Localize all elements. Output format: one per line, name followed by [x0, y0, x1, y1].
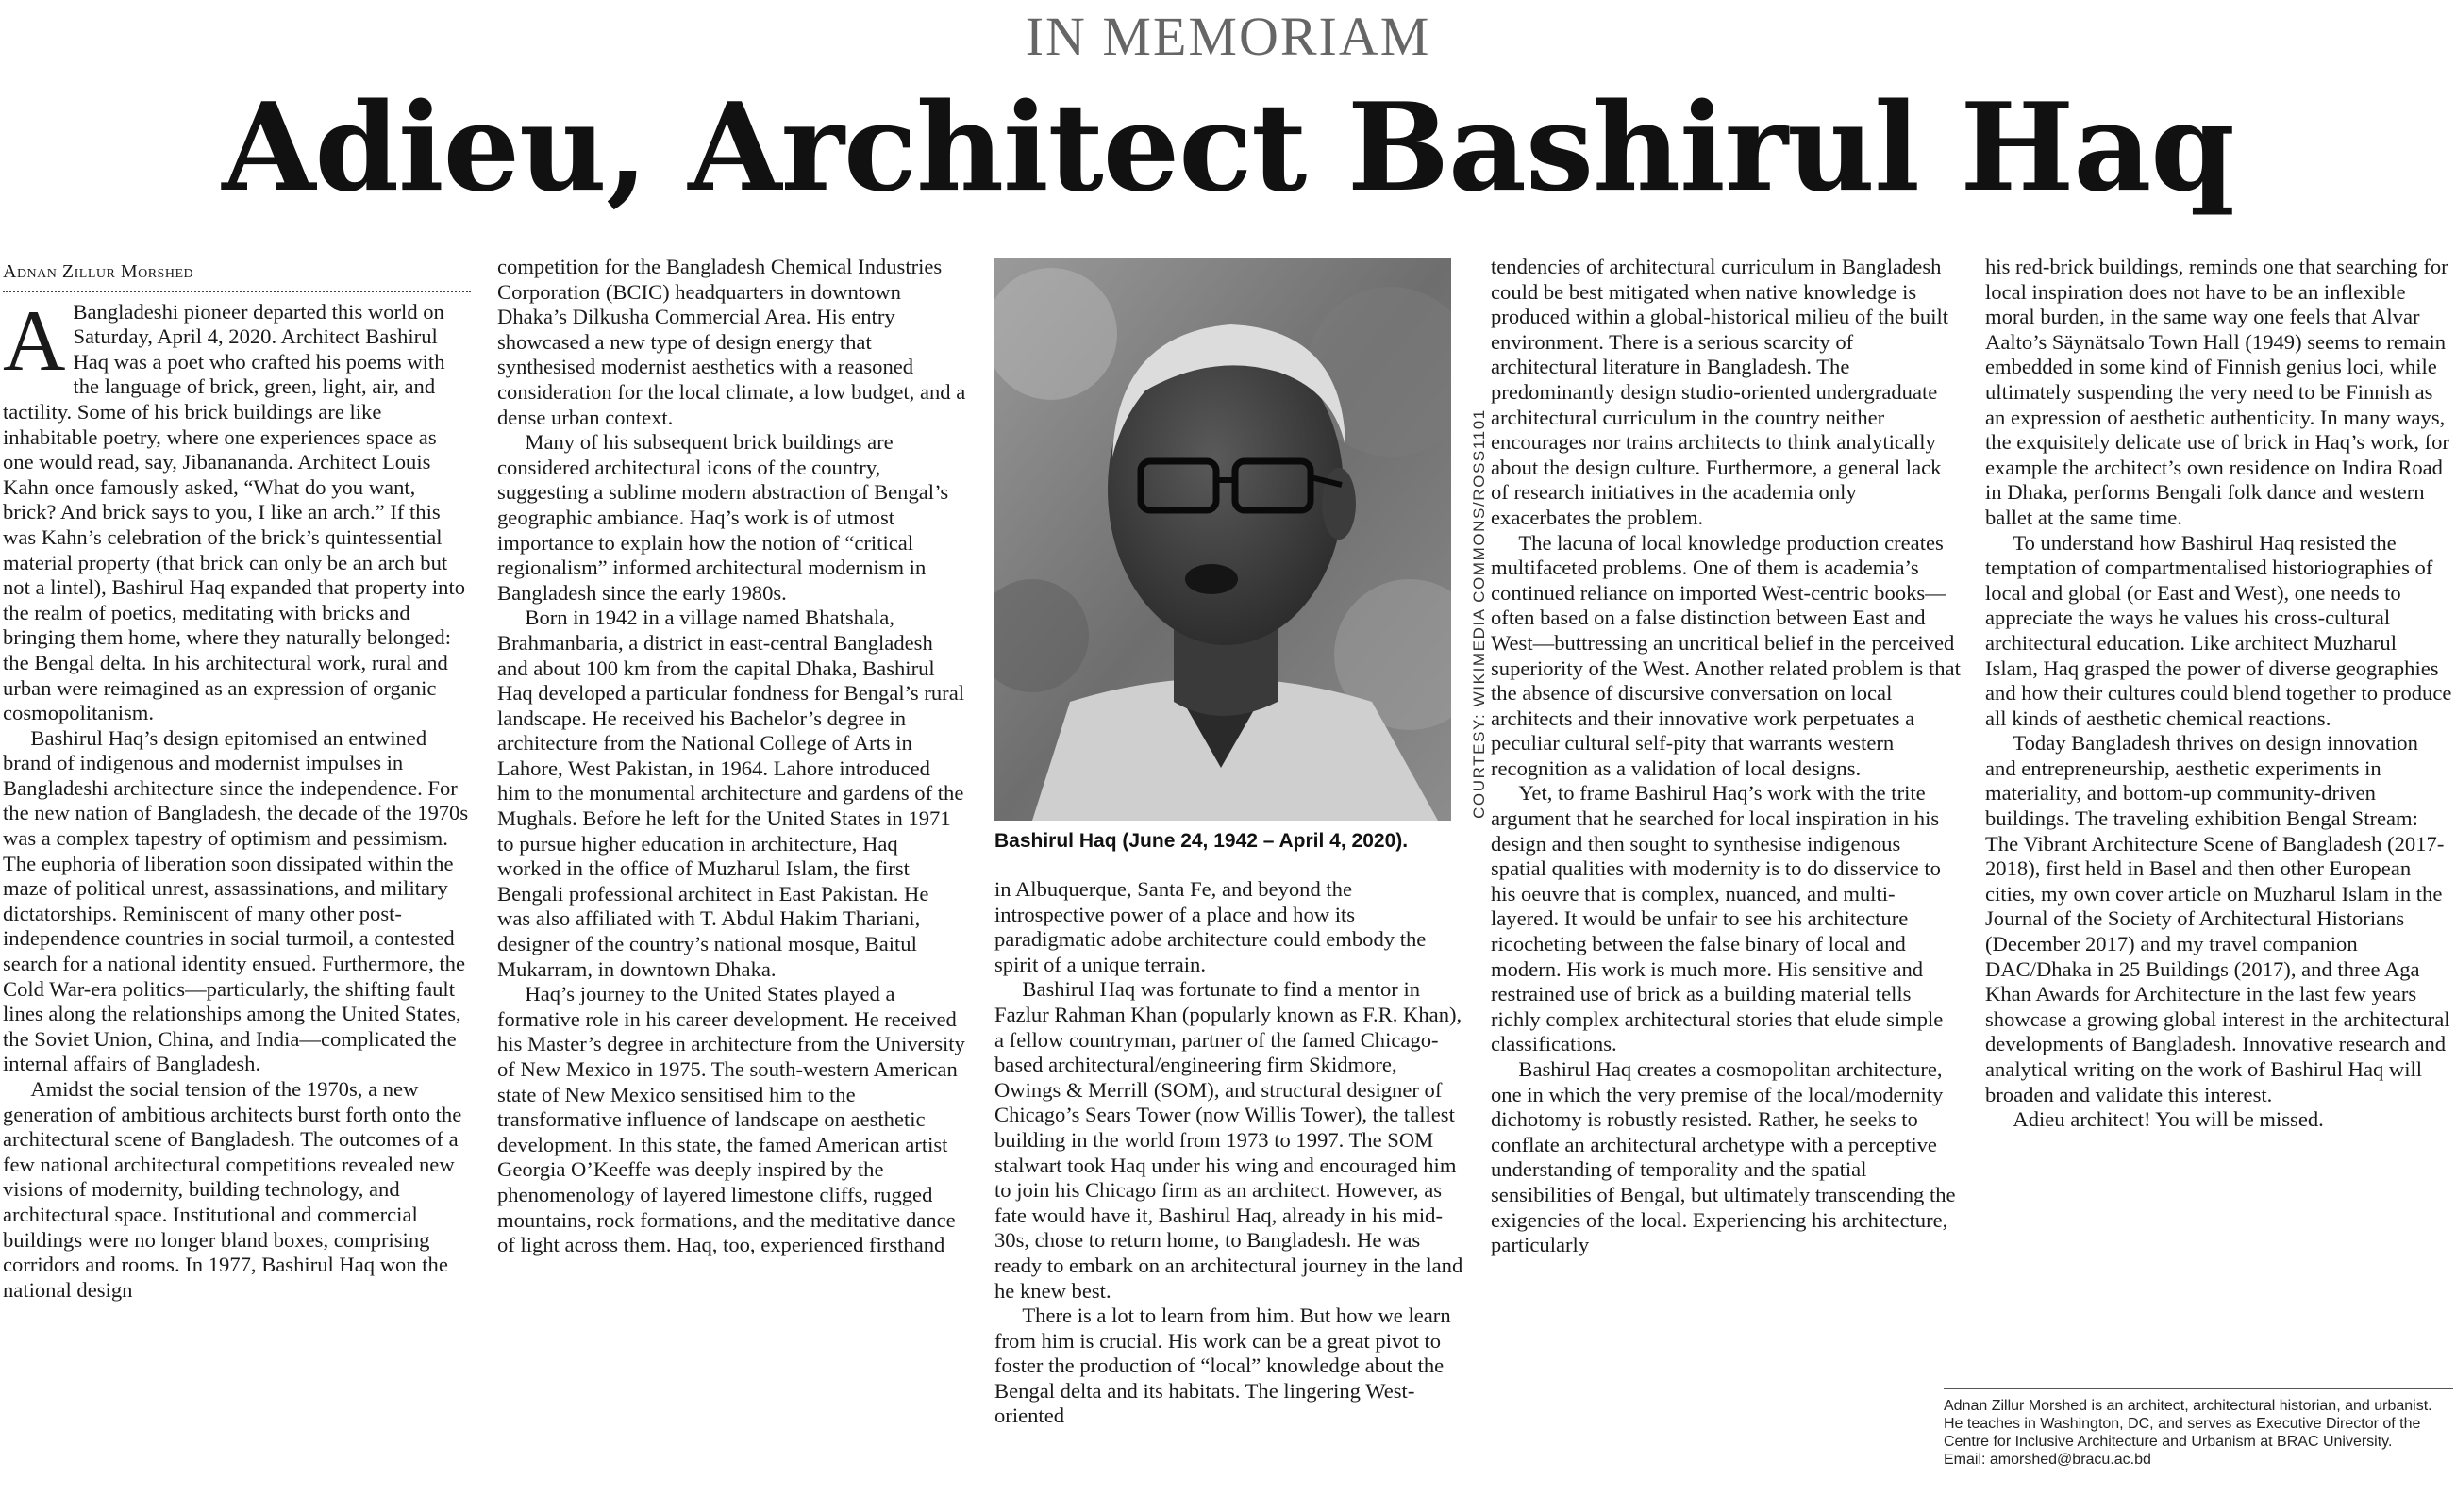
article-paragraph: Yet, to frame Bashirul Haq’s work with the trite argument that he searched for local inspiration in his design and then sought to synthesise indigenous spatial qualities with modernity is to do disservice to his oeuvre that is complex, nuanced, and multi-layered. It would be unfair to see his architecture ricocheting between the false binary of local and modern. His work is much more. His sensitive and restrained use of brick as a building material tells richly complex architectural stories that elude simple classifications. [1491, 781, 1944, 1056]
headline: Adieu, Architect Bashirul Haq [222, 77, 2234, 219]
article-paragraph: A Bangladeshi pioneer departed this world on Saturday, April 4, 2020. Architect Bashirul Haq was a poet who crafted his poems with the language of brick, green, light, air, and tactility. Some of his brick buildings are like inhabitable poetry, where one experiences space as one would read, say, Jibanananda. Architect Louis Kahn once famously asked, “What do you want, brick? And brick says to you, I like an arch.” If this was Kahn’s celebration of the brick’s quintessential material property (that brick can only be an arch but not a lintel), Bashirul Haq expanded that property into the realm of poetics, meditating with bricks and bringing them home, where they naturally belonged: the Bengal delta. In his architectural work, rural and urban were reimagined as an expression of organic cosmopolitanism. [3, 291, 466, 725]
article-paragraph: his red-brick buildings, reminds one that searching for local inspiration does not have to be an inflexible moral burden, in the same way one feels that Alvar Aalto’s Säynätsalo Town Hall (1949) seems to remain embedded in some kind of Finnish genius loci, while ultimately suspending the very need to be Finnish as an expression of aesthetic authenticity. In many ways, the exquisitely delicate use of brick in Haq’s work, for example the architect’s own residence on Indira Road in Dhaka, performs Bengali folk dance and western ballet at the same time. [1985, 255, 2449, 529]
article-paragraph: To understand how Bashirul Haq resisted the temptation of compartmentalised historiographies of local and global (or East and West), one needs to appreciate the ways he values his cross-cultural architectural education. Like architect Muzharul Islam, Haq grasped the power of diverse geographies and how their cultures could blend together to produce all kinds of aesthetic chemical reactions. [1985, 530, 2452, 730]
photo-credit-text: COURTESY: WIKIMEDIA COMMONS/ROSS1101 [1470, 408, 1488, 819]
article-paragraph: Born in 1942 in a village named Bhatshala, Brahmanbaria, a district in east-central Bangladesh and about 100 km from the capital Dhaka, Bashirul Haq developed a particular fondness for Bengal’s rural landscape. He received his Bachelor’s degree in architecture from the National College of Arts in Lahore, West Pakistan, in 1964. Lahore introduced him to the monumental architecture and gardens of the Mughals. Before he left for the United States in 1971 to pursue higher education in architecture, Haq worked in the office of Muzharul Islam, the first Bengali professional architect in East Pakistan. He was also affiliated with T. Abdul Hakim Thariani, designer of the country’s national mosque, Baitul Mukarram, in downtown Dhaka. [497, 606, 964, 981]
article-column-4 [1491, 255, 1961, 1258]
byline: Adnan Zillur Morshed [3, 259, 471, 292]
portrait-illustration [994, 258, 1451, 821]
author-bio [1944, 1388, 2453, 1469]
article-paragraph: Many of his subsequent brick buildings are considered architectural icons of the country, suggesting a sublime modern abstraction of Bengal’s geographic ambiance. Haq’s work is of utmost importance to explain how the notion of “critical regionalism” informed architectural modernism in Bangladesh since the early 1980s. [497, 430, 949, 605]
portrait-photo [994, 258, 1451, 821]
article-paragraph: The lacuna of local knowledge production creates multifaceted problems. One of them is academia’s continued reliance on imported West-centric books—often based on a false distinction between East and West—buttressing an uncritical belief in the perceived superiority of the West. Another related problem is that the absence of discursive conversation on local architects and their innovative work perpetuates a peculiar cultural self-pity that warrants western recognition as a validation of local designs. [1491, 530, 1961, 780]
article-paragraph: tendencies of architectural curriculum in Bangladesh could be best mitigated when native knowledge is produced within a global-historical milieu of the built environment. There is a serious scarcity of architectural literature in Bangladesh. The predominantly design studio-oriented undergraduate architectural curriculum in the country neither encourages nor trains architects to think analytically about the design culture. Furthermore, a general lack of research initiatives in the academia only exacerbates the problem. [1491, 255, 1949, 529]
article-column-5 [1985, 255, 2453, 1133]
article-column-3 [994, 877, 1466, 1429]
article-paragraph: Haq’s journey to the United States played a formative role in his career development. He received his Master’s degree in architecture from the University of New Mexico in 1975. The south-western American state of New Mexico sensitised him to the transformative influence of landscape on aesthetic development. In this state, the famed American artist Georgia O’Keeffe was deeply inspired by the phenomenology of layered limestone cliffs, rugged mountains, rock formations, and the meditative dance of light across them. Haq, too, experienced firsthand [497, 982, 965, 1257]
author-bio-text: Adnan Zillur Morshed is an architect, architectural historian, and urbanist. He teaches in Washington, DC, and serves as Executive Director of the Centre for Inclusive Architecture and Urbanism at BRAC University. [1944, 1398, 2432, 1450]
article-paragraph: in Albuquerque, Santa Fe, and beyond the introspective power of a place and how its paradigmatic adobe architecture could embody the spirit of a unique terrain. [994, 877, 1427, 976]
author-email: Email: amorshed@bracu.ac.bd [1944, 1452, 2151, 1468]
article-paragraph: Bashirul Haq creates a cosmopolitan architecture, one in which the very premise of the local/modernity dichotomy is robustly resisted. Rather, he seeks to conflate an architectural archetype with a perceptive understanding of temporality and the spatial sensibilities of Bengal, but ultimately transcending the exigencies of the local. Experiencing his architecture, particularly [1491, 1057, 1956, 1257]
article-paragraph: Today Bangladesh thrives on design innovation and entrepreneurship, aesthetic experiments in materiality, and bottom-up community-driven buildings. The traveling exhibition Bengal Stream: The Vibrant Architecture Scene of Bangladesh (2017-2018), first held in Basel and then other European cities, my own cover article on Muzharul Islam in the Journal of the Society of Architectural Historians (December 2017) and my travel companion DAC/Dhaka in 25 Buildings (2017), and three Aga Khan Awards for Architecture in the last few years showcase a growing global interest in the architectural developments of Bangladesh. Innovative research and analytical writing on the work of Bashirul Haq will broaden and validate this interest. [1985, 731, 2450, 1106]
article-paragraph: Amidst the social tension of the 1970s, a new generation of ambitious architects burst forth onto the architectural scene of Bangladesh. The outcomes of a few national architectural competitions revealed new visions of modernity, building technology, and architectural space. Institutional and commercial buildings were no longer bland boxes, comprising corridors and rooms. In 1977, Bashirul Haq won the national design [3, 1077, 462, 1302]
photo-credit [1456, 262, 1488, 819]
article-paragraph: competition for the Bangladesh Chemical Industries Corporation (BCIC) headquarters in downtown Dhaka’s Dilkusha Commercial Area. His entry showcased a new type of design energy that synthesised modernist aesthetics with a reasoned consideration for the local climate, a low budget, and a dense urban context. [497, 255, 966, 429]
section-kicker: IN MEMORIAM [1025, 6, 1431, 67]
article-paragraph: Bashirul Haq was fortunate to find a mentor in Fazlur Rahman Khan (popularly known as F.R. Khan), a fellow countryman, partner of the famed Chicago-based architectural/engineering firm Skidmore, Owings & Merrill (SOM), and structural designer of Chicago’s Sears Tower (now Willis Tower), the tallest building in the world from 1973 to 1997. The SOM stalwart took Haq under his wing and encouraged him to join his Chicago firm as an architect. However, as fate would have it, Bashirul Haq, already in his mid-30s, chose to return home, to Bangladesh. He was ready to embark on an architectural journey in the land he knew best. [994, 977, 1463, 1303]
drop-cap: A [3, 291, 66, 389]
article-column-2 [497, 255, 966, 1258]
article-paragraph: Bashirul Haq’s design epitomised an entwined brand of indigenous and modernist impulses in Bangladeshi architecture since the independence. For the new nation of Bangladesh, the decade of the 1970s was a complex tapestry of optimism and pessimism. The euphoria of liberation soon dissipated within the maze of political unrest, assassinations, and military dictatorships. Reminiscent of many other post-independence countries in social turmoil, a contested search for a national identity ensued. Furthermore, the Cold War-era politics—particularly, the shifting fault lines along the relationships among the United States, the Soviet Union, China, and India—complicated the internal affairs of Bangladesh. [3, 725, 469, 1076]
article-column-1 [3, 259, 471, 1303]
photo-caption: Bashirul Haq (June 24, 1942 – April 4, 2020). [994, 830, 1409, 852]
article-paragraph: There is a lot to learn from him. But how we learn from him is crucial. His work can be a great pivot to foster the production of “local” knowledge about the Bengal delta and its habitats. The lingering West-oriented [994, 1304, 1451, 1428]
article-paragraph: Adieu architect! You will be missed. [2013, 1107, 2324, 1132]
